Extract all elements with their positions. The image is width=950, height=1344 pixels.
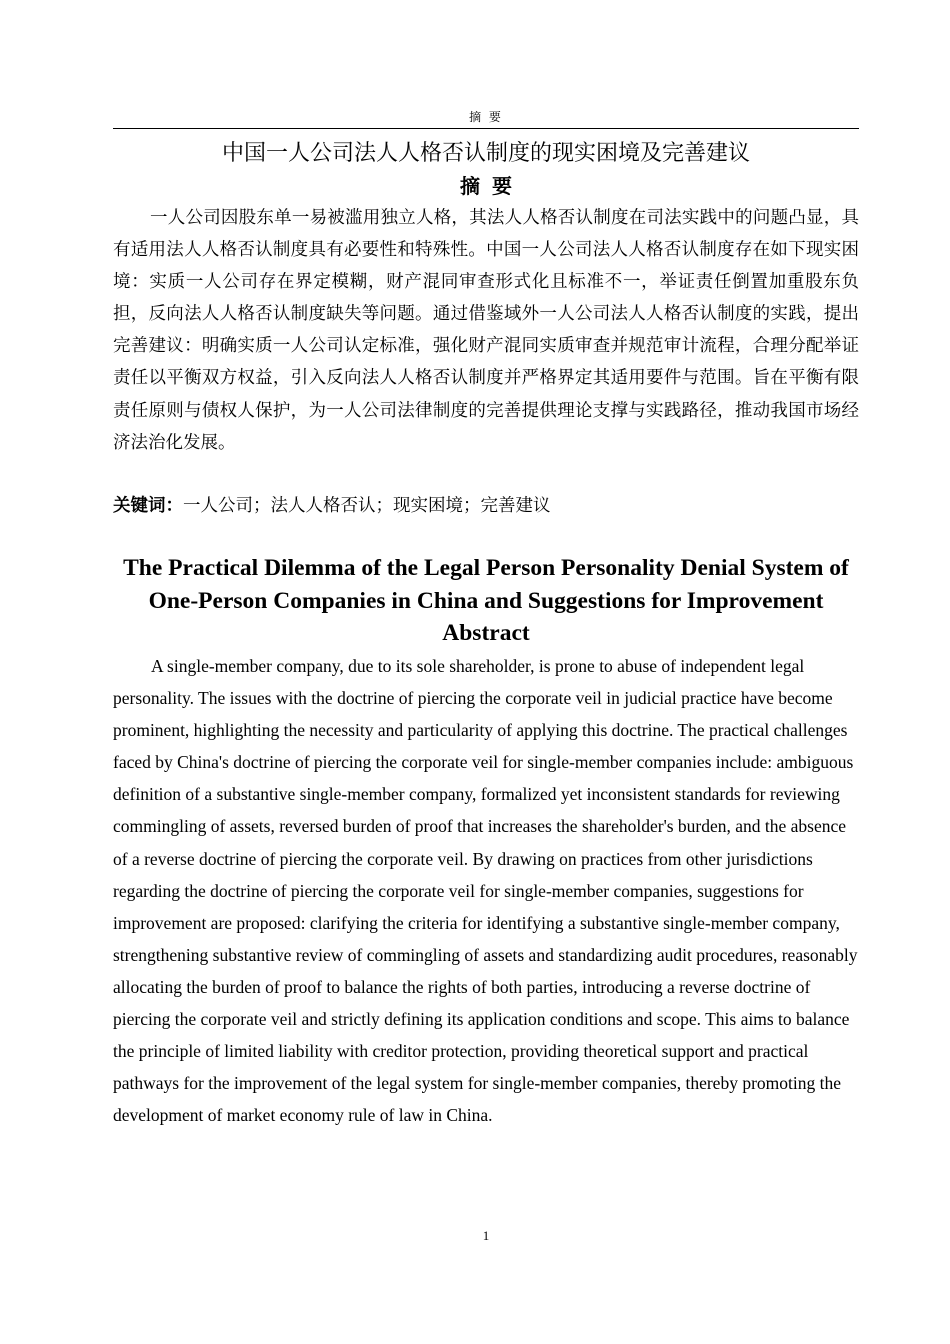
chinese-title: 中国一人公司法人人格否认制度的现实困境及完善建议 <box>221 141 750 166</box>
english-abstract-heading: Abstract <box>442 620 530 646</box>
header-divider <box>113 128 859 129</box>
chinese-keywords <box>113 490 859 522</box>
english-abstract-body: A single-member company, due to its sole shareholder, is prone to abuse of independent legal personality. The issues with the doctrine of piercing the corporate veil in judicial practice have become prominent, highlighting the necessity and particularity of applying this doctrine. The practical challenges faced by China's doctrine of piercing the corporate veil for single-member companies include: ambiguous definition of a substantive single-member company, formalized yet inconsistent standards for reviewing commingling of assets, reversed burden of proof that increases the shareholder's burden, and the absence of a reverse doctrine of piercing the corporate veil. By drawing on practices from other jurisdictions regarding the doctrine of piercing the corporate veil for single-member companies, suggestions for improvement are proposed: clarifying the criteria for identifying a substantive single-member company, strengthening substantive review of commingling of assets and standardizing audit procedures, reasonably allocating the burden of proof to balance the rights of both parties, introducing a reverse doctrine of piercing the corporate veil and strictly defining its application conditions and scope. This aims to balance the principle of limited liability with creditor protection, providing theoretical support and practical pathways for the improvement of the legal system for single-member companies, thereby promoting the development of market economy rule of law in China. <box>113 656 858 1126</box>
running-header: 摘 要 <box>469 110 503 124</box>
keywords-label: 关键词： <box>113 496 183 516</box>
chinese-abstract-heading: 摘要 <box>460 174 524 198</box>
page-number: 1 <box>482 1228 490 1243</box>
english-title: The Practical Dilemma of the Legal Person Personality Denial System of One-Person Companies in China and Suggestions for Improvement <box>123 555 849 614</box>
keywords-list: 一人公司；法人人格否认；现实困境；完善建议 <box>183 496 551 516</box>
chinese-abstract-body: 一人公司因股东单一易被滥用独立人格，其法人人格否认制度在司法实践中的问题凸显，具有适用法人人格否认制度具有必要性和特殊性。中国一人公司法人人格否认制度存在如下现实困境：实质一人公司存在界定模糊，财产混同审查形式化且标准不一，举证责任倒置加重股东负担，反向法人人格否认制度缺失等问题。通过借鉴域外一人公司法人人格否认制度的实践，提出完善建议：明确实质一人公司认定标准，强化财产混同实质审查并规范审计流程，合理分配举证责任以平衡双方权益，引入反向法人人格否认制度并严格界定其适用要件与范围。旨在平衡有限责任原则与债权人保护，为一人公司法律制度的完善提供理论支撑与实践路径，推动我国市场经济法治化发展。 <box>113 208 859 453</box>
